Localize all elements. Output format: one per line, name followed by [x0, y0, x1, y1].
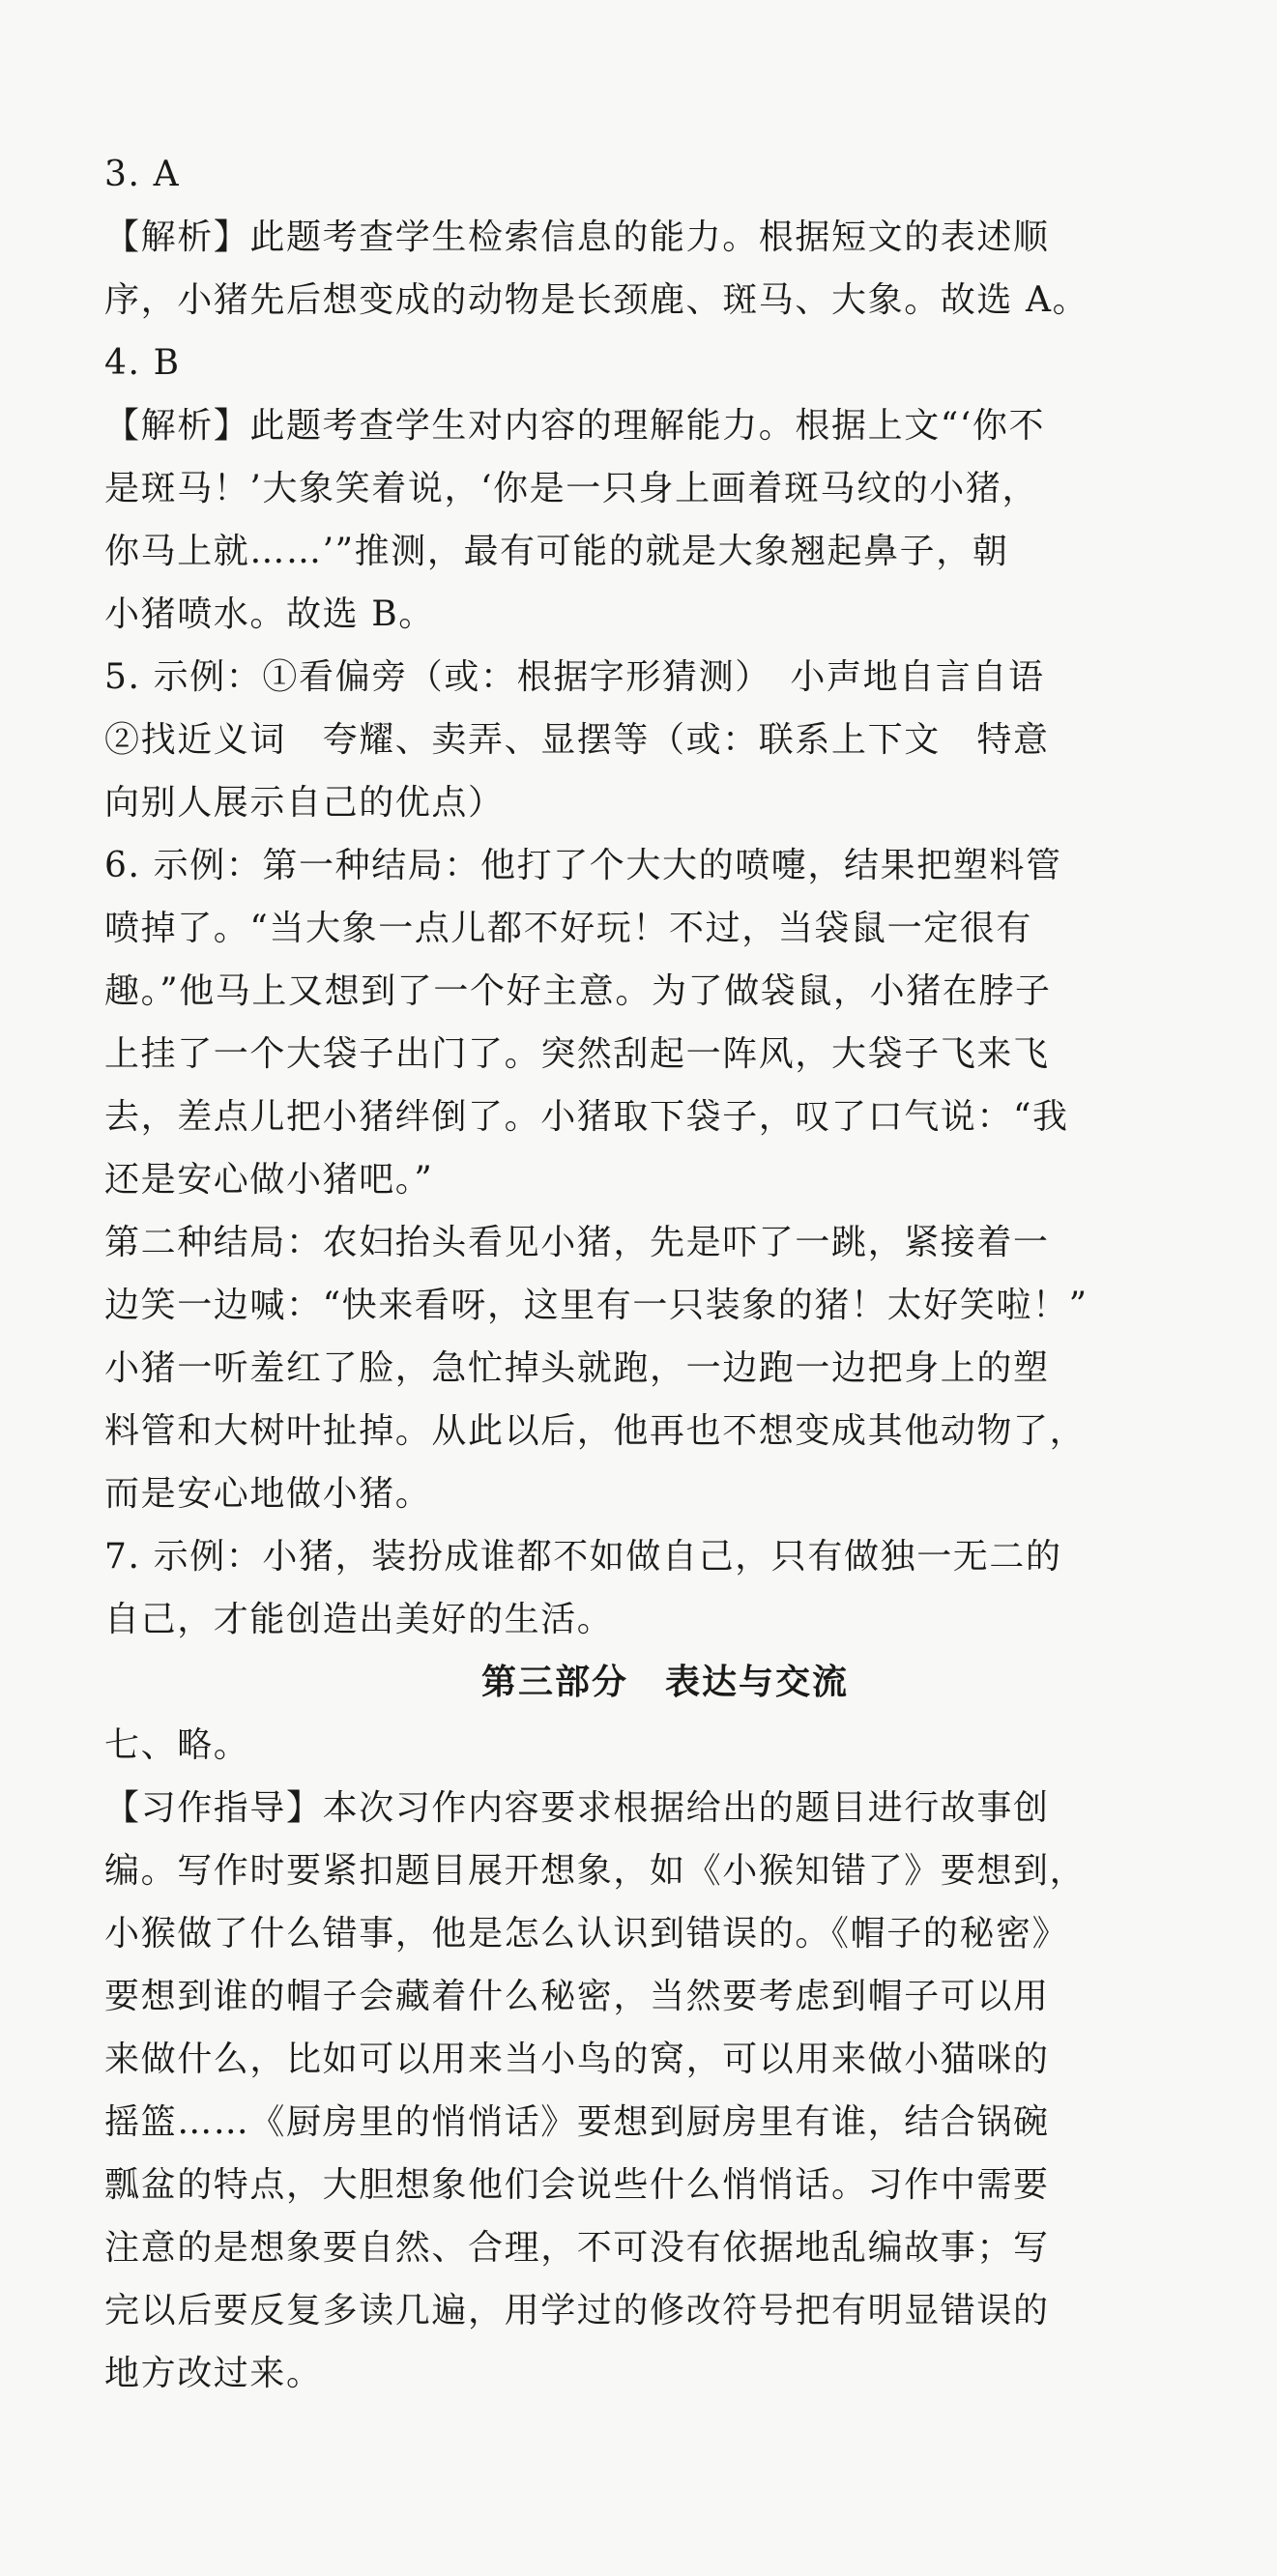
answer-6-line: 上挂了一个大袋子出门了。突然刮起一阵风，大袋子飞来飞 [104, 1034, 1050, 1074]
answer-section-7-label: 七、略。 [104, 1725, 250, 1765]
answer-4-analysis-line: 【解析】此题考查学生对内容的理解能力。根据上文“‘你不 [104, 406, 1046, 446]
answer-3-label: 3. A [104, 155, 181, 194]
answer-6-line: 去，差点儿把小猪绊倒了。小猪取下袋子，叹了口气说：“我 [104, 1097, 1069, 1137]
answer-6-line: 喷掉了。“当大象一点儿都不好玩！不过，当袋鼠一定很有 [104, 909, 1033, 948]
answer-6-line: 小猪一听羞红了脸，急忙掉头就跑，一边跑一边把身上的塑 [104, 1348, 1050, 1388]
writing-guide-line: 摇篮……《厨房里的悄悄话》要想到厨房里有谁，结合锅碗 [104, 2102, 1050, 2142]
answer-6-line: 趣。”他马上又想到了一个好主意。为了做袋鼠，小猪在脖子 [104, 971, 1052, 1011]
answer-4-analysis-line: 你马上就……’”推测，最有可能的就是大象翘起鼻子，朝 [104, 532, 1009, 571]
answer-4-analysis-line: 小猪喷水。故选 B。 [104, 594, 435, 634]
writing-guide-line: 完以后要反复多读几遍，用学过的修改符号把有明显错误的 [104, 2291, 1050, 2330]
writing-guide-line: 【习作指导】本次习作内容要求根据给出的题目进行故事创 [104, 1788, 1050, 1828]
answer-4-analysis-line: 是斑马！’大象笑着说，‘你是一只身上画着斑马纹的小猪， [104, 469, 1039, 508]
document-body [104, 143, 1129, 2405]
answer-5-line: 向别人展示自己的优点） [104, 783, 505, 823]
answer-6-line: 而是安心地做小猪。 [104, 1474, 432, 1514]
answer-6-line: 还是安心做小猪吧。” [104, 1160, 434, 1200]
section-heading: 第三部分 表达与交流 [480, 1663, 849, 1702]
writing-guide-line: 来做什么，比如可以用来当小鸟的窝，可以用来做小猫咪的 [104, 2040, 1050, 2079]
writing-guide-line: 注意的是想象要自然、合理，不可没有依据地乱编故事；写 [104, 2228, 1050, 2268]
writing-guide-line: 瓢盆的特点，大胆想象他们会说些什么悄悄话。习作中需要 [104, 2165, 1050, 2205]
answer-5-line: 5. 示例：①看偏旁（或：根据字形猜测） 小声地自言自语 [104, 657, 1045, 697]
answer-4-label: 4. B [104, 343, 181, 383]
answer-6-line: 6. 示例：第一种结局：他打了个大大的喷嚏，结果把塑料管 [104, 846, 1062, 885]
answer-5-line: ②找近义词 夸耀、卖弄、显摆等（或：联系上下文 特意 [104, 720, 1050, 760]
writing-guide-line: 小猴做了什么错事，他是怎么认识到错误的。《帽子的秘密》 [104, 1914, 1069, 1954]
answer-3-analysis-line: 【解析】此题考查学生检索信息的能力。根据短文的表述顺 [104, 217, 1050, 257]
answer-7-line: 7. 示例：小猪，装扮成谁都不如做自己，只有做独一无二的 [104, 1537, 1062, 1577]
answer-3-analysis-line: 序，小猪先后想变成的动物是长颈鹿、斑马、大象。故选 A。 [104, 280, 1089, 320]
answer-6-line: 边笑一边喊：“快来看呀，这里有一只装象的猪！太好笑啦！” [104, 1286, 1088, 1325]
answer-7-line: 自己，才能创造出美好的生活。 [104, 1600, 614, 1639]
writing-guide-line: 要想到谁的帽子会藏着什么秘密，当然要考虑到帽子可以用 [104, 1977, 1050, 2016]
answer-6-line: 第二种结局：农妇抬头看见小猪，先是吓了一跳，紧接着一 [104, 1223, 1050, 1262]
answer-6-line: 料管和大树叶扯掉。从此以后，他再也不想变成其他动物了， [104, 1411, 1087, 1451]
writing-guide-line: 地方改过来。 [104, 2354, 323, 2393]
writing-guide-line: 编。写作时要紧扣题目展开想象，如《小猴知错了》要想到， [104, 1851, 1087, 1891]
